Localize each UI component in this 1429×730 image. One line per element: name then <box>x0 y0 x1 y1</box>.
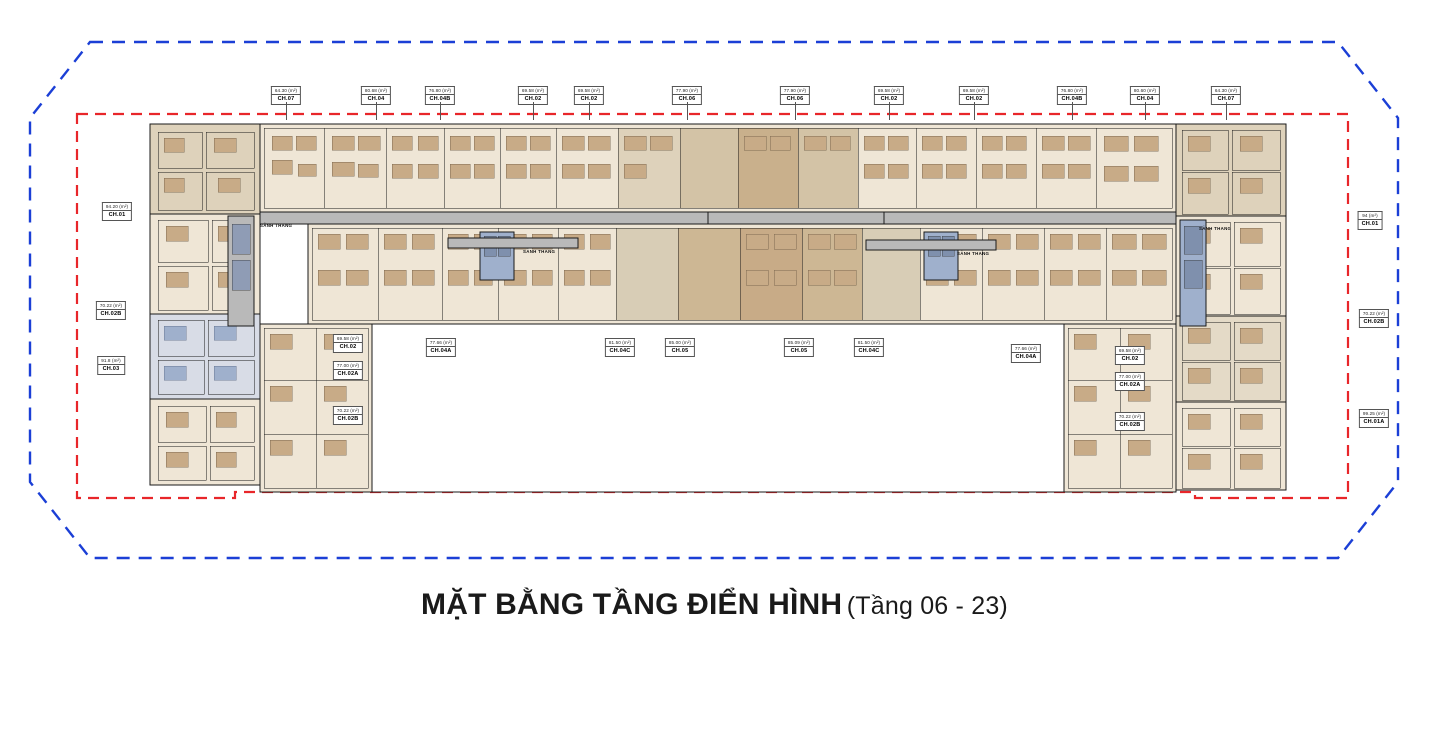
unit-tag-ch-03 <box>97 356 125 375</box>
unit-code: CH.02A <box>333 369 363 380</box>
unit-code: CH.02B <box>1115 420 1145 431</box>
leader-line <box>974 102 975 120</box>
unit-code: CH.07 <box>271 94 301 105</box>
corridor-label: SẢNH THANG <box>957 251 990 256</box>
unit-tag-ch-01 <box>102 202 132 221</box>
unit-code: CH.02B <box>96 309 126 320</box>
caption-sub: (Tầng 06 - 23) <box>846 592 1008 620</box>
unit-tag-ch-02 <box>1115 346 1145 365</box>
unit-code: CH.02B <box>333 414 363 425</box>
unit-area: 77.66 (m²) <box>426 338 456 346</box>
leader-line <box>687 102 688 120</box>
unit-area: 99.25 (m²) <box>1359 409 1389 417</box>
plan-caption <box>0 588 1429 622</box>
leader-line <box>589 102 590 120</box>
unit-tag-ch-02a <box>333 361 363 380</box>
unit-area: 64.30 (m²) <box>271 86 301 94</box>
unit-area: 69.58 (m²) <box>574 86 604 94</box>
unit-code: CH.04 <box>1130 94 1160 105</box>
corridor-label: SẢNH THANG <box>523 249 556 254</box>
unit-tag-ch-02 <box>333 334 363 353</box>
unit-area: 69.58 (m²) <box>1115 346 1145 354</box>
caption-main: MẶT BẰNG TẦNG ĐIỂN HÌNH <box>421 588 843 621</box>
unit-area: 77.66 (m²) <box>1011 344 1041 352</box>
unit-code: CH.02A <box>1115 380 1145 391</box>
unit-code: CH.02 <box>959 94 989 105</box>
unit-tag-ch-02b <box>1115 412 1145 431</box>
leader-line <box>533 102 534 120</box>
unit-area: 81.50 (m²) <box>605 338 635 346</box>
unit-tag-ch-01 <box>1358 211 1383 230</box>
unit-area: 70.22 (m²) <box>1359 309 1389 317</box>
unit-area: 80.60 (m²) <box>1130 86 1160 94</box>
unit-code: CH.07 <box>1211 94 1241 105</box>
unit-tag-ch-02a <box>1115 372 1145 391</box>
leader-line <box>889 102 890 120</box>
unit-code: CH.06 <box>780 94 810 105</box>
unit-tag-ch-04c <box>854 338 884 357</box>
unit-tag-ch-01a <box>1359 409 1389 428</box>
unit-area: 70.22 (m²) <box>1115 412 1145 420</box>
unit-tag-ch-05 <box>665 338 695 357</box>
unit-area: 77.00 (m²) <box>1115 372 1145 380</box>
unit-area: 80.68 (m²) <box>361 86 391 94</box>
unit-code: CH.02B <box>1359 317 1389 328</box>
unit-code: CH.05 <box>665 346 695 357</box>
unit-area: 64.30 (m²) <box>1211 86 1241 94</box>
unit-area: 77.90 (m²) <box>780 86 810 94</box>
unit-code: CH.01A <box>1359 417 1389 428</box>
leader-line <box>440 102 441 120</box>
unit-code: CH.06 <box>672 94 702 105</box>
leader-line <box>1226 102 1227 120</box>
unit-code: CH.04A <box>426 346 456 357</box>
unit-tag-ch-04c <box>605 338 635 357</box>
unit-code: CH.01 <box>1358 219 1383 230</box>
unit-area: 94.20 (m²) <box>102 202 132 210</box>
unit-tag-ch-02b <box>333 406 363 425</box>
unit-area: 76.80 (m²) <box>1057 86 1087 94</box>
leader-line <box>1145 102 1146 120</box>
unit-area: 77.90 (m²) <box>672 86 702 94</box>
unit-code: CH.04 <box>361 94 391 105</box>
unit-area: 70.22 (m²) <box>96 301 126 309</box>
unit-tag-ch-05 <box>784 338 814 357</box>
unit-tag-ch-04a <box>1011 344 1041 363</box>
unit-code: CH.04B <box>1057 94 1087 105</box>
corridor-label: SẢNH THANG <box>1199 226 1232 231</box>
unit-code: CH.04B <box>425 94 455 105</box>
unit-area: 85.09 (m²) <box>784 338 814 346</box>
unit-code: CH.05 <box>784 346 814 357</box>
leader-line <box>376 102 377 120</box>
unit-area: 69.58 (m²) <box>518 86 548 94</box>
unit-code: CH.02 <box>518 94 548 105</box>
unit-code: CH.02 <box>1115 354 1145 365</box>
unit-tag-ch-04a <box>426 338 456 357</box>
unit-code: CH.04C <box>854 346 884 357</box>
corridor-label: SẢNH THANG <box>260 223 293 228</box>
unit-area: 77.00 (m²) <box>333 361 363 369</box>
unit-code: CH.02 <box>333 342 363 353</box>
unit-area: 81.50 (m²) <box>854 338 884 346</box>
leader-line <box>795 102 796 120</box>
unit-area: 91.8 (m²) <box>97 356 125 364</box>
unit-area: 76.80 (m²) <box>425 86 455 94</box>
unit-code: CH.04A <box>1011 352 1041 363</box>
unit-code: CH.03 <box>97 364 125 375</box>
unit-tag-ch-02b <box>96 301 126 320</box>
unit-area: 85.00 (m²) <box>665 338 695 346</box>
floor-plan-drawing <box>148 120 1288 495</box>
unit-area: 94 (m²) <box>1358 211 1383 219</box>
leader-line <box>1072 102 1073 120</box>
unit-area: 69.58 (m²) <box>874 86 904 94</box>
unit-tag-ch-02b <box>1359 309 1389 328</box>
unit-code: CH.02 <box>874 94 904 105</box>
unit-area: 69.58 (m²) <box>333 334 363 342</box>
unit-code: CH.04C <box>605 346 635 357</box>
unit-code: CH.02 <box>574 94 604 105</box>
unit-area: 69.58 (m²) <box>959 86 989 94</box>
leader-line <box>286 102 287 120</box>
unit-area: 70.22 (m²) <box>333 406 363 414</box>
unit-code: CH.01 <box>102 210 132 221</box>
